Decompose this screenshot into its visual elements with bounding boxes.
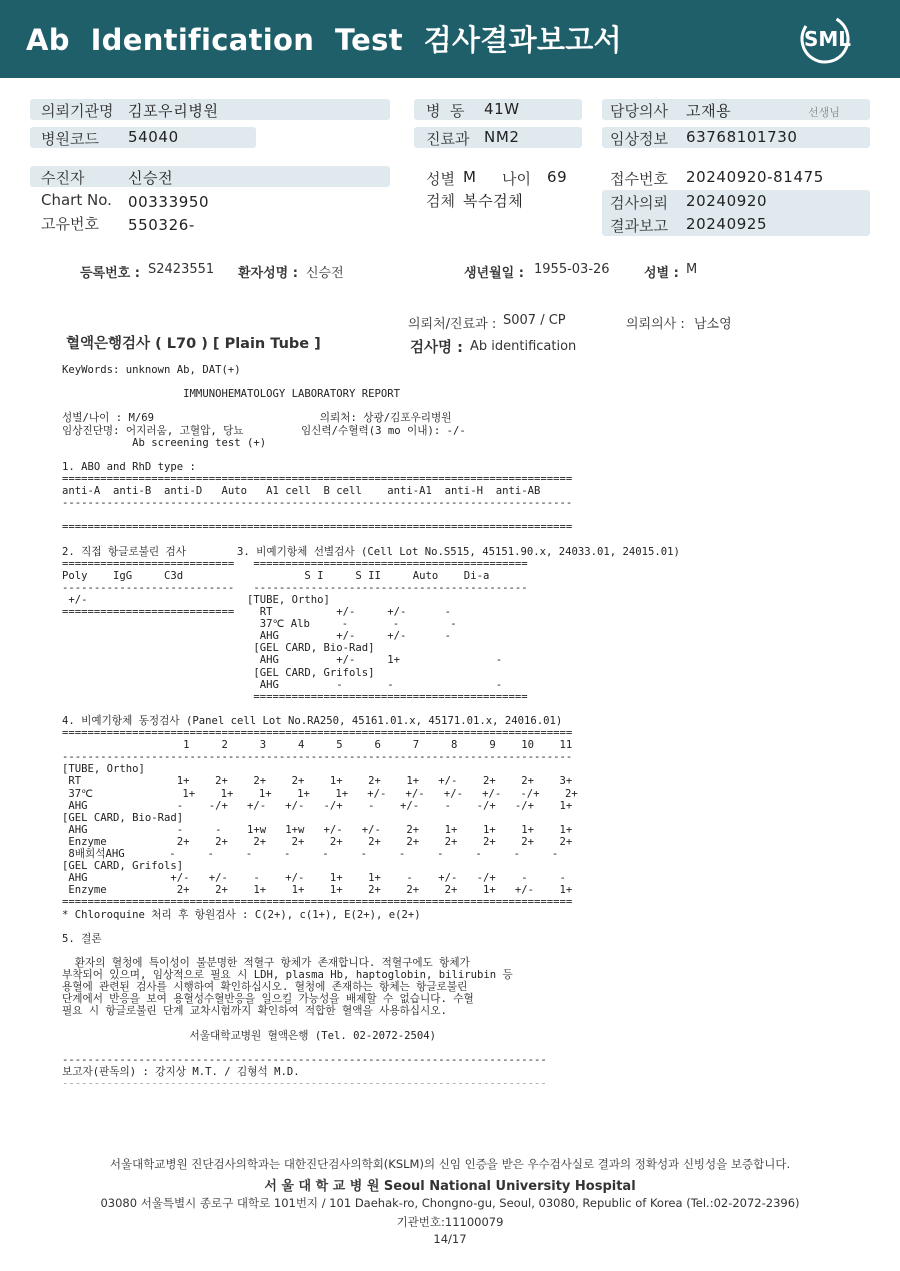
report-line: AHG +/- 1+ - <box>62 654 503 667</box>
footer-institution-no: 기관번호:11100079 <box>396 1215 504 1229</box>
report-line: 성별/나이 : M/69 의뢰처: 상광/김포우리병원 <box>62 412 452 425</box>
reg-no-label: 등록번호 : <box>80 266 140 281</box>
report-line: -------------------------------------------------------------------------------- <box>62 751 573 764</box>
reg-sex-label: 성별 : <box>644 266 679 281</box>
doctor-value: 고재용 <box>686 102 732 120</box>
report-line: 필요 시 항글로불린 단계 교차시험까지 확인하여 적합한 혈액을 사용하십시오. <box>62 1005 447 1018</box>
report-line: AHG - -/+ +/- +/- -/+ - +/- - -/+ -/+ 1+ <box>62 799 573 812</box>
report-line: 8배희석AHG - - - - - - - - - - - <box>62 848 559 860</box>
report-label: 결과보고 <box>610 217 668 235</box>
report-line: +/- [TUBE, Ortho] <box>62 593 330 606</box>
report-line: ================================================================================ <box>62 727 573 739</box>
report-line: IMMUNOHEMATOLOGY LABORATORY REPORT <box>62 388 401 401</box>
sex-label: 성별 <box>426 170 455 188</box>
code-label: 병원코드 <box>41 130 99 148</box>
req-label: 검사의뢰 <box>610 194 668 212</box>
report-line: 1 2 3 4 5 6 7 8 9 10 11 <box>62 739 573 752</box>
report-line: 부착되어 있으며, 임상적으로 필요 시 LDH, plasma Hb, haptoglobin, bilirubin 등 <box>62 969 513 981</box>
report-line: 37℃ Alb - - - <box>62 618 457 631</box>
report-line: 5. 결론 <box>62 932 102 945</box>
sex-value: M <box>463 168 477 186</box>
report-line: 37℃ 1+ 1+ 1+ 1+ 1+ +/- +/- +/- +/- -/+ 2+ <box>62 787 578 800</box>
report-line: =========================== =========================================== <box>62 557 528 570</box>
report-line: 환자의 혈청에 특이성이 불분명한 적혈구 항체가 존재합니다. 적혈구에도 항체가 <box>62 956 470 969</box>
specimen-label: 검체 <box>426 192 455 210</box>
report-line: [GEL CARD, Bio-Rad] <box>62 642 375 655</box>
test-name: Ab identification <box>470 339 577 354</box>
report-line: 2. 직접 항글로불린 검사 3. 비예기항체 선별검사 (Cell Lot No.S515, 45151.90.x, 24033.01, 24015.01) <box>62 545 680 558</box>
report-line: =========================================== <box>62 690 528 703</box>
org-value: 김포우리병원 <box>128 102 219 120</box>
report-line: [GEL CARD, Grifols] <box>62 666 375 679</box>
report-line: RT 1+ 2+ 2+ 2+ 1+ 2+ 1+ +/- 2+ 2+ 3+ <box>62 775 573 788</box>
unique-label: 고유번호 <box>41 215 99 233</box>
report-line: anti-A anti-B anti-D Auto A1 cell B cell anti-A1 anti-H anti-AB <box>62 485 541 497</box>
ward-value: 41W <box>484 100 520 118</box>
report-line: ================================================================================ <box>62 521 573 534</box>
test-title: 혈액은행검사 ( L70 ) [ Plain Tube ] <box>66 336 321 352</box>
footer-address: 03080 서울특별시 종로구 대학로 101번지 / 101 Daehak-ro, Chongno-gu, Seoul, 03080, Republic of Korea (Tel.:02-2072-2396) <box>100 1196 800 1210</box>
clinical-value: 63768101730 <box>686 128 798 146</box>
reg-name-label: 환자성명 : <box>238 266 298 281</box>
report-value: 20240925 <box>686 215 768 233</box>
reg-doctor-label: 의뢰의사 : <box>626 317 685 332</box>
report-line: -------------------------------------------------------------------------------- <box>62 497 573 510</box>
report-title: Ab Identification Test 검사결과보고서 <box>26 23 622 57</box>
report-line: ---------------------------------------------------------------------------- <box>62 1053 547 1066</box>
report-line: 단계에서 반응을 보여 용혈성수혈반응을 일으킬 가능성을 배제할 수 없습니다. 수혈 <box>62 993 474 1006</box>
report-line: ================================================================================ <box>62 472 573 485</box>
sml-logo-text: SML <box>804 27 852 51</box>
age-value: 69 <box>547 168 568 186</box>
reg-sex: M <box>686 262 698 277</box>
age-label: 나이 <box>502 170 531 188</box>
test-name-label: 검사명 : <box>410 340 463 356</box>
clinical-label: 임상정보 <box>610 130 668 148</box>
report-line: 용혈에 관련된 검사를 시행하여 확인하십시오. 혈청에 존재하는 항체는 항글로불린 <box>62 981 468 994</box>
reg-dob-label: 생년월일 : <box>464 266 524 281</box>
report-line: --------------------------- ------------------------------------------- <box>62 581 528 594</box>
footer-page-number: 14/17 <box>433 1232 467 1246</box>
footer-hospital-name: 서 울 대 학 교 병 원 Seoul National University Hospital <box>264 1179 636 1194</box>
reg-dob: 1955-03-26 <box>534 262 610 277</box>
report-line: * Chloroquine 처리 후 항원검사 : C(2+), c(1+), E(2+), e(2+) <box>62 908 421 921</box>
report-line: 서울대학교병원 혈액은행 (Tel. 02-2072-2504) <box>62 1029 437 1042</box>
patient-value: 신승전 <box>128 169 174 187</box>
org-label: 의뢰기관명 <box>41 102 114 120</box>
report-line: Ab screening test (+) <box>62 436 267 449</box>
report-line: AHG +/- +/- - +/- 1+ 1+ - +/- -/+ - - <box>62 872 566 885</box>
report-line: [GEL CARD, Bio-Rad] <box>62 811 184 824</box>
reg-doctor: 남소영 <box>694 317 732 332</box>
reg-name: 신승전 <box>306 266 344 281</box>
dept-label: 진료과 <box>426 130 470 148</box>
chart-value: 00333950 <box>128 193 210 211</box>
report-line: [TUBE, Ortho] <box>62 763 145 776</box>
chart-label: Chart No. <box>41 191 112 209</box>
patient-label: 수진자 <box>41 169 85 187</box>
doctor-label: 담당의사 <box>610 102 668 120</box>
report-line: Poly IgG C3d S I S II Auto Di-a <box>62 569 490 582</box>
report-line: KeyWords: unknown Ab, DAT(+) <box>62 364 241 376</box>
reg-dept-label: 의뢰처/진료과 : <box>408 317 497 332</box>
ward-label: 병 동 <box>426 102 465 120</box>
receipt-value: 20240920-81475 <box>686 168 824 186</box>
specimen-value: 복수검체 <box>463 192 524 210</box>
code-value: 54040 <box>128 128 179 146</box>
report-line: Enzyme 2+ 2+ 2+ 2+ 2+ 2+ 2+ 2+ 2+ 2+ 2+ <box>62 835 573 848</box>
dept-value: NM2 <box>484 128 520 146</box>
report-body <box>62 364 892 1084</box>
req-value: 20240920 <box>686 192 768 210</box>
report-line: AHG +/- +/- - <box>62 630 452 643</box>
report-header <box>0 0 900 78</box>
reg-no: S2423551 <box>148 262 215 277</box>
report-line: Enzyme 2+ 2+ 1+ 1+ 1+ 2+ 2+ 2+ 1+ +/- 1+ <box>62 884 573 897</box>
doctor-suffix: 선생님 <box>808 106 840 119</box>
report-line: ---------------------------------------------------------------------------- <box>62 1077 547 1084</box>
report-line: ================================================================================ <box>62 896 573 909</box>
footer-certification: 서울대학교병원 진단검사의학과는 대한진단검사의학회(KSLM)의 신임 인증을 받은 우수검사실로 결과의 정확성과 신빙성을 보증합니다. <box>109 1157 791 1171</box>
report-line: 보고자(판독의) : 강지상 M.T. / 김형석 M.D. <box>62 1065 300 1078</box>
unique-value: 550326- <box>128 216 195 234</box>
report-line: 4. 비예기항체 동정검사 (Panel cell Lot No.RA250, 45161.01.x, 45171.01.x, 24016.01) <box>62 714 563 727</box>
report-line: AHG - - - <box>62 678 503 691</box>
report-line: AHG - - 1+w 1+w +/- +/- 2+ 1+ 1+ 1+ 1+ <box>62 823 573 836</box>
receipt-label: 접수번호 <box>610 170 668 188</box>
report-line: 1. ABO and RhD type : <box>62 460 196 473</box>
reg-dept: S007 / CP <box>503 313 566 328</box>
report-line: [GEL CARD, Grifols] <box>62 860 184 873</box>
report-line: 임상진단명: 어지러움, 고혈압, 당뇨 임신력/수혈력(3 mo 이내): -/- <box>62 424 466 437</box>
report-line: =========================== RT +/- +/- - <box>62 606 452 618</box>
